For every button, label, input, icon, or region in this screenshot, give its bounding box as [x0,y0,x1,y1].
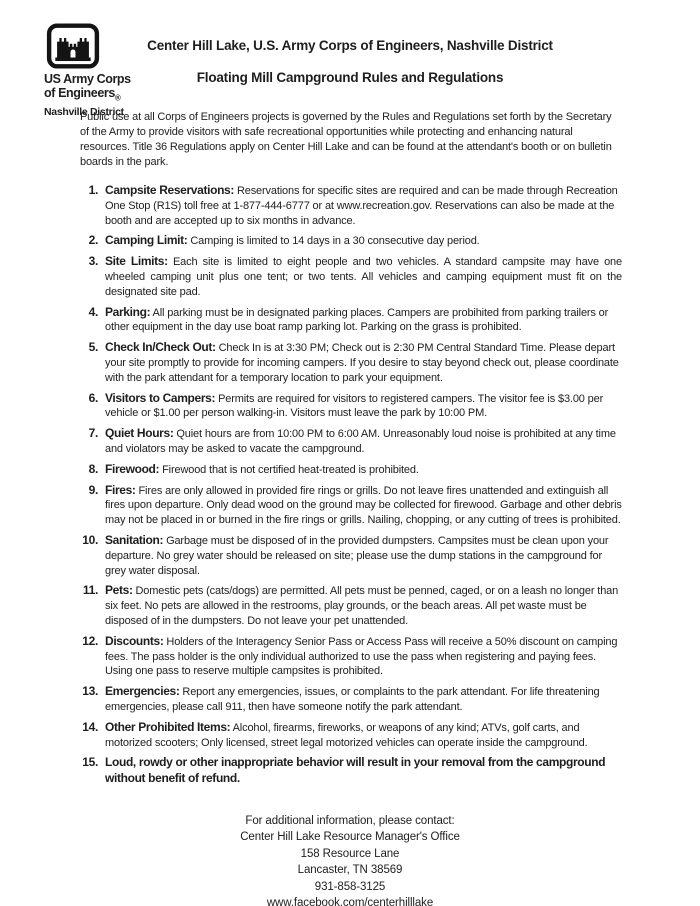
document-title: Center Hill Lake, U.S. Army Corps of Engineers, Nashville District [147,38,553,53]
rule-item-12 [64,634,622,679]
rule-number: 12. [82,633,98,648]
logo-org-line2: of Engineers$_®$ [44,85,121,102]
logo-org-name [44,73,164,105]
rule-number: 9. [88,482,98,497]
rule-number: 14. [82,719,98,734]
rule-body: Camping is limited to 14 days in a 30 consecutive day period. [190,235,480,248]
rule-item-11 [64,583,622,628]
rule-body: Quiet hours are from 10:00 PM to 6:00 AM. Unreasonably loud noise is prohibited at any time and violators may be asked to vacate the campground. [105,428,616,455]
rule-body: Holders of the Interagency Senior Pass or Access Pass will receive a 50% discount on camping fees. The pass holder is the only individual authorized to use the pass when registering and paying fees. Using one pass to reserve multiple campsites is prohibited. [105,635,618,678]
rule-item-15 [64,755,622,787]
contact-line-facebook-url: www.facebook.com/centerhilllake [266,897,434,906]
rule-number: 7. [88,426,98,441]
rule-number: 3. [88,254,98,269]
rule-title: Campsite Reservations: [105,183,235,197]
rule-number: 11. [82,583,98,598]
rule-body: Each site is limited to eight people and two vehicles. A standard campsite may have one wheeled camping unit plus one tent; or two tents. All vehicles and camping equipment must fit on the designated site pad. [105,256,622,298]
rule-item-3 [64,254,622,299]
rule-item-6 [64,391,622,422]
rule-title: Fires: [105,482,136,497]
document-subtitle: Floating Mill Campground Rules and Regulations [196,70,504,85]
usace-logo-block [44,23,164,118]
rule-number: 5. [88,340,98,355]
rule-body: Report any emergencies, issues, or complaints to the park attendant. For life threatening emergencies, please call 911, then have someone notify the park attendant. [105,686,600,713]
rule-body: Domestic pets (cats/dogs) are permitted. All pets must be penned, caged, or on a leash no longer than six feet. No pets are allowed in the restrooms, play grounds, or the beach areas. All pet waste must be disposed of in the dumpsters. Do not leave your pet unattended. [105,585,619,627]
logo-org-line1: US Army Corps [44,72,131,86]
rule-body: Fires are only allowed in provided fire rings or grills. Do not leave fires unattended and extinguish all fires upon departure. Only dead wood on the ground may be collected for firewood. Garbage and other debris may not be placed in or burned in the fire rings or grills. Nailing, chopping, or any cutting of trees is prohibited. [105,484,622,527]
rule-number: 6. [88,390,98,405]
rule-number: 13. [82,684,98,699]
rule-item-5 [64,340,622,385]
rule-title: Other Prohibited Items: [105,719,231,734]
rule-item-9 [64,483,622,528]
rule-title: Emergencies: [105,684,180,699]
rule-item-8 [64,462,622,478]
rule-item-2 [64,233,622,249]
rules-list [64,183,622,787]
rule-item-13 [64,684,622,715]
rule-title: Visitors to Campers: [105,390,216,405]
rule-title: Parking: [105,304,151,319]
rule-number: 15. [82,755,98,770]
rule-title: Camping Limit: [105,233,188,248]
contact-line-street: 158 Resource Lane [300,847,400,860]
rule-title: Site Limits: [105,254,168,269]
logo-district-label: Nashville District [44,105,124,118]
contact-block [0,813,700,906]
rule-body: Garbage must be disposed of in the provided dumpsters. Campsites must be clean upon your departure. No grey water should be released on site; please use the dump stations in the campground for grey water disposal. [105,534,609,577]
contact-line-intro: For additional information, please contact: [245,814,455,827]
rule-item-4 [64,305,622,336]
rule-body: Reservations for specific sites are required and can be made through Recreation One Stop (R1S) toll free at 1-877-444-6777 or at www.recreation.gov. Reservations can also be made at the booth and are accepted up to six months in advance. [105,185,618,227]
rule-title: Pets: [105,583,133,598]
contact-line-phone: 931-858-3125 [314,880,386,893]
usace-castle-icon [46,23,100,69]
rule-item-1 [64,183,622,228]
registered-trademark-symbol: ® [114,93,121,102]
rule-title: Sanitation: [105,532,164,547]
rule-title: Quiet Hours: [105,426,174,441]
rule-title: Firewood: [105,461,160,476]
rule-body: Firewood that is not certified heat-treated is prohibited. [162,463,419,476]
rule-number: 2. [88,233,98,248]
rule-number: 4. [88,304,98,319]
intro-paragraph: Public use at all Corps of Engineers projects is governed by the Rules and Regulations set forth by the Secretary of the Army to provide visitors with safe recreational opportunities while protecting and enhancing natural resources. Title 36 Regulations apply on Center Hill Lake and can be found at the attendant's booth or on bulletin boards in the park. [80,111,612,168]
rule-title: Discounts: [105,633,164,648]
rule-body: Alcohol, firearms, fireworks, or weapons of any kind; ATVs, golf carts, and motorized scooters; Only licensed, street legal motorized vehicles can operate inside the campground. [105,721,588,749]
rule-item-10 [64,533,622,578]
contact-line-city: Lancaster, TN 38569 [297,864,403,877]
rule-body: All parking must be in designated parking places. Campers are probihited from parking trailers or other equipment in the day use boat ramp parking lot. Parking on the grass is prohibited. [105,306,609,334]
rule-number: 10. [82,532,98,547]
rule-body: Permits are required for visitors to registered campers. The visitor fee is $3.00 per vehicle or $1.00 per person walking-in. Visitors must leave the park by 10:00 PM. [105,392,604,420]
contact-line-office: Center Hill Lake Resource Manager's Office [240,831,460,844]
rule-item-14 [64,720,622,751]
rule-body: Check In is at 3:30 PM; Check out is 2:30 PM Central Standard Time. Please depart your site promptly to provide for incoming campers. If you desire to stay beyond check out, please coordinate with the park attendant for a temporary location to park your equipment. [105,342,619,384]
rule-item-7 [64,426,622,457]
rule-number: 1. [88,183,98,197]
rule-title: Loud, rowdy or other inappropriate behavior will result in your removal from the campground without benefit of refund. [105,755,606,786]
rule-number: 8. [88,461,98,476]
rule-title: Check In/Check Out: [105,340,216,355]
